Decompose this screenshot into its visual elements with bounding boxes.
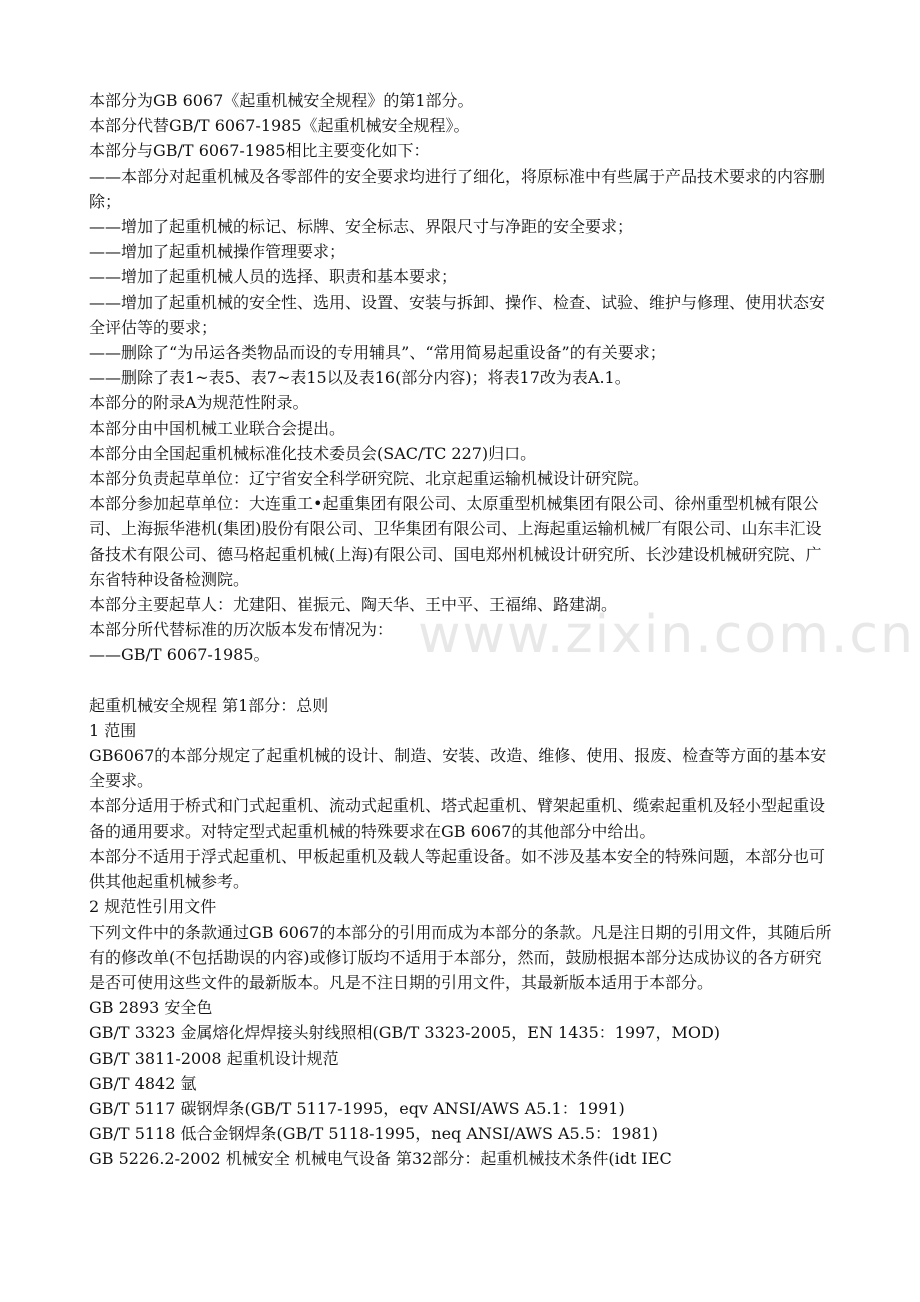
change-item: ——删除了表1~表5、表7~表15以及表16(部分内容)；将表17改为表A.1。 <box>89 368 631 388</box>
reference-item: GB/T 3323 金属熔化焊焊接头射线照相(GB/T 3323-2005，EN 1435：1997，MOD) <box>89 1023 721 1043</box>
reference-item: GB 2893 安全色 <box>89 998 213 1018</box>
change-item: ——增加了起重机械人员的选择、职责和基本要求； <box>89 267 458 287</box>
section-heading: 2 规范性引用文件 <box>89 897 217 917</box>
reference-item: GB/T 5118 低合金钢焊条(GB/T 5118-1995，neq ANSI/AWS A5.5：1981) <box>89 1124 658 1144</box>
reference-item: GB/T 3811-2008 起重机设计规范 <box>89 1048 339 1068</box>
change-item: ——增加了起重机械操作管理要求； <box>89 242 346 262</box>
section-heading: 1 范围 <box>89 720 137 740</box>
foreword-paragraph: 本部分的附录A为规范性附录。 <box>89 393 309 413</box>
foreword-paragraph: 本部分所代替标准的历次版本发布情况为： <box>89 620 394 640</box>
foreword-paragraph: 本部分由中国机械工业联合会提出。 <box>89 418 346 438</box>
body-paragraph: 本部分不适用于浮式起重机、甲板起重机及载人等起重设备。如不涉及基本安全的特殊问题，本部分也可供其他起重机械参考。 <box>89 846 826 892</box>
document-title: 起重机械安全规程 第1部分：总则 <box>89 695 329 715</box>
foreword-paragraph: 本部分为GB 6067《起重机械安全规程》的第1部分。 <box>89 91 474 110</box>
foreword-paragraph: 本部分主要起草人：尤建阳、崔振元、陶天华、王中平、王福绵、路建湖。 <box>89 595 618 615</box>
change-item: ——增加了起重机械的安全性、选用、设置、安装与拆卸、操作、检查、试验、维护与修理、使用状态安全评估等的要求； <box>89 292 826 337</box>
reference-item: GB/T 5117 碳钢焊条(GB/T 5117-1995，eqv ANSI/AWS A5.1：1991) <box>89 1098 625 1118</box>
watermark: www.zixin.com.cn <box>418 605 915 665</box>
foreword-paragraph: 本部分由全国起重机械标准化技术委员会(SAC/TC 227)归口。 <box>89 443 537 463</box>
foreword-paragraph: 本部分参加起草单位：大连重工•起重集团有限公司、太原重型机械集团有限公司、徐州重型机械有限公司、上海振华港机(集团)股份有限公司、卫华集团有限公司、上海起重运输机械厂有限公司、山东丰汇设备技术有限公司、德马格起重机械(上海)有限公司、国电郑州机械设计研究所、长沙建设机械研究院、广东省特种设备检测院。 <box>89 494 822 589</box>
foreword-paragraph: 本部分代替GB/T 6067-1985《起重机械安全规程》。 <box>89 116 470 136</box>
document-page <box>89 88 834 1172</box>
main-text-section <box>89 693 834 1172</box>
section-gap <box>89 668 834 693</box>
body-paragraph: GB6067的本部分规定了起重机械的设计、制造、安装、改造、维修、使用、报废、检查等方面的基本安全要求。 <box>89 746 827 791</box>
foreword-paragraph: 本部分与GB/T 6067-1985相比主要变化如下： <box>89 141 430 161</box>
reference-item: GB/T 4842 氩 <box>89 1073 197 1093</box>
foreword-section <box>89 88 834 668</box>
change-item: ——本部分对起重机械及各零部件的安全要求均进行了细化，将原标准中有些属于产品技术要求的内容删除； <box>89 166 826 211</box>
reference-item: GB 5226.2-2002 机械安全 机械电气设备 第32部分：起重机械技术条件(idt IEC <box>89 1149 672 1169</box>
foreword-paragraph: ——GB/T 6067-1985。 <box>89 645 270 665</box>
body-paragraph: 本部分适用于桥式和门式起重机、流动式起重机、塔式起重机、臂架起重机、缆索起重机及轻小型起重设备的通用要求。对特定型式起重机械的特殊要求在GB 6067的其他部分中给出。 <box>89 796 826 841</box>
change-item: ——增加了起重机械的标记、标牌、安全标志、界限尺寸与净距的安全要求； <box>89 217 634 237</box>
change-item: ——删除了“为吊运各类物品而设的专用辅具”、“常用简易起重设备”的有关要求； <box>89 343 666 363</box>
foreword-paragraph: 本部分负责起草单位：辽宁省安全科学研究院、北京起重运输机械设计研究院。 <box>89 469 650 489</box>
body-paragraph: 下列文件中的条款通过GB 6067的本部分的引用而成为本部分的条款。凡是注日期的引用文件，其随后所有的修改单(不包括勘误的内容)或修订版均不适用于本部分，然而，鼓励根据本部分达成协议的各方研究是否可使用这些文件的最新版本。凡是不注日期的引用文件，其最新版本适用于本部分。 <box>89 922 832 992</box>
